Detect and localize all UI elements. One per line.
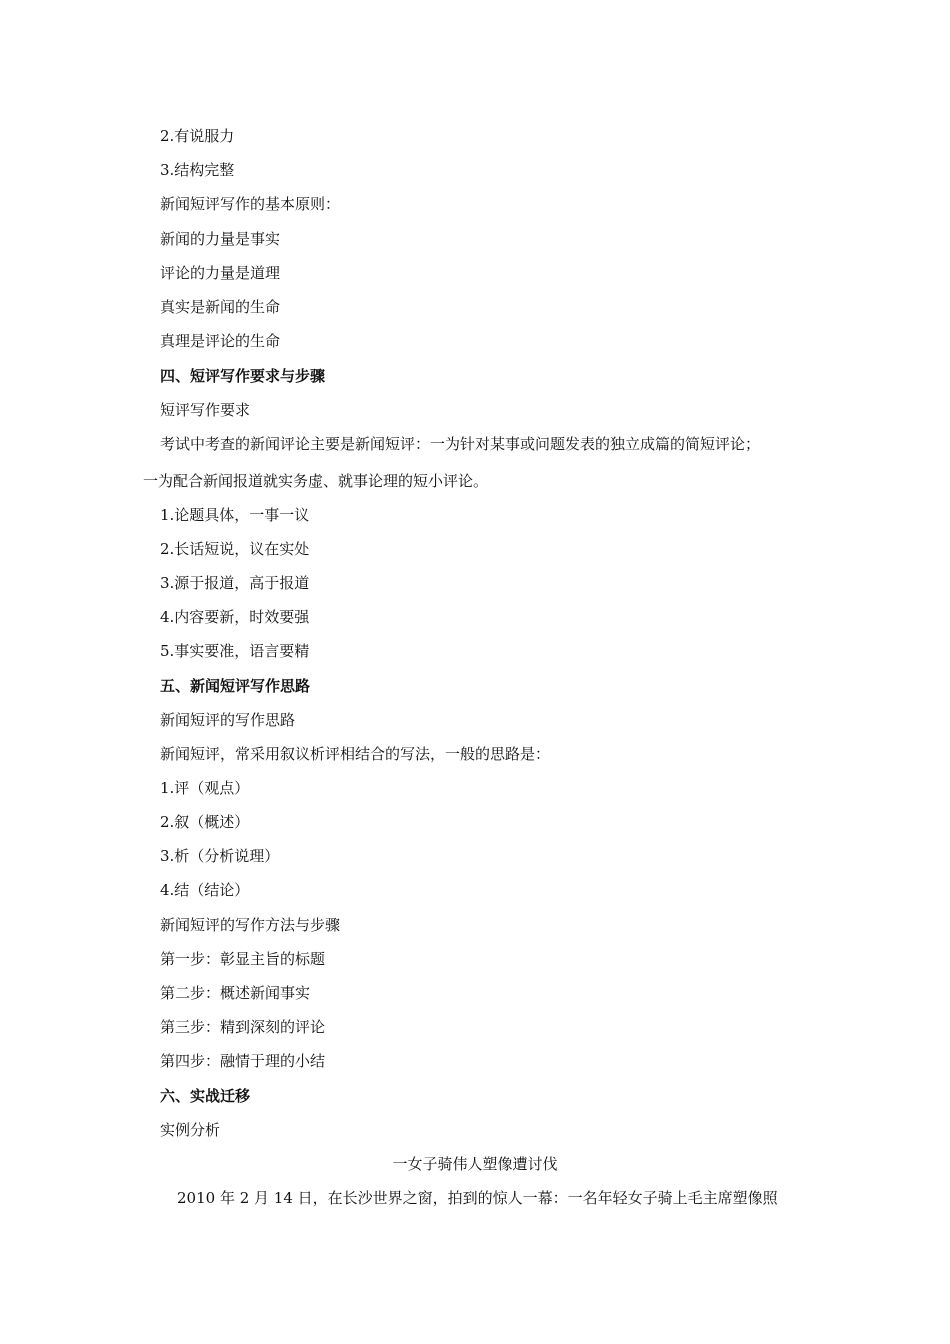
paragraph: 新闻的力量是事实 xyxy=(160,230,281,248)
paragraph: 2010 年 2 月 14 日，在长沙世界之窗，拍到的惊人一幕：一名年轻女子骑上毛主席塑像照 xyxy=(177,1189,778,1207)
list-item: 第二步：概述新闻事实 xyxy=(160,984,311,1002)
paragraph: 考试中考查的新闻评论主要是新闻短评：一为针对某事或问题发表的独立成篇的简短评论； xyxy=(160,435,761,453)
list-item: 2.叙（概述） xyxy=(160,813,250,831)
list-item: 4.内容要新，时效要强 xyxy=(160,608,310,626)
paragraph: 真实是新闻的生命 xyxy=(160,298,281,316)
paragraph: 短评写作要求 xyxy=(160,401,251,419)
list-item: 1.论题具体，一事一议 xyxy=(160,506,310,524)
list-item: 第一步：彰显主旨的标题 xyxy=(160,950,326,968)
list-item: 第三步：精到深刻的评论 xyxy=(160,1018,326,1036)
paragraph-continuation: 一为配合新闻报道就实务虚、就事论理的短小评论。 xyxy=(143,472,489,490)
paragraph: 实例分析 xyxy=(160,1121,221,1139)
paragraph: 新闻短评写作的基本原则： xyxy=(160,195,341,213)
list-item: 4.结（结论） xyxy=(160,881,250,899)
article-title: 一女子骑伟人塑像遭讨伐 xyxy=(392,1155,558,1173)
paragraph: 真理是评论的生命 xyxy=(160,332,281,350)
paragraph: 评论的力量是道理 xyxy=(160,264,281,282)
section-heading: 四、短评写作要求与步骤 xyxy=(160,367,326,385)
paragraph: 新闻短评，常采用叙议析评相结合的写法，一般的思路是： xyxy=(160,745,551,763)
list-item: 3.析（分析说理） xyxy=(160,847,280,865)
list-item: 5.事实要准，语言要精 xyxy=(160,642,310,660)
section-heading: 六、实战迁移 xyxy=(160,1087,251,1105)
section-heading: 五、新闻短评写作思路 xyxy=(160,677,311,695)
list-item: 3.结构完整 xyxy=(160,161,235,179)
list-item: 2.有说服力 xyxy=(160,127,235,145)
paragraph: 新闻短评的写作方法与步骤 xyxy=(160,916,341,934)
paragraph: 新闻短评的写作思路 xyxy=(160,711,296,729)
list-item: 2.长话短说，议在实处 xyxy=(160,540,310,558)
list-item: 第四步：融情于理的小结 xyxy=(160,1052,326,1070)
list-item: 1.评（观点） xyxy=(160,779,250,797)
list-item: 3.源于报道，高于报道 xyxy=(160,574,310,592)
